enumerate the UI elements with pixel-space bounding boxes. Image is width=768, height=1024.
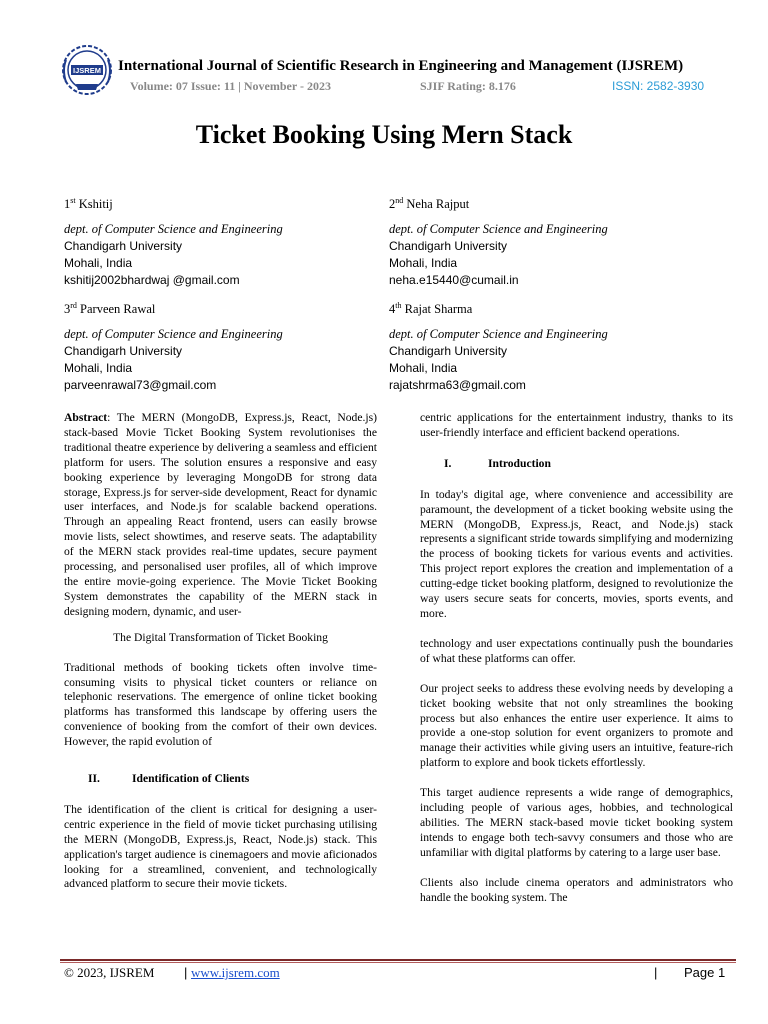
author-name: 1st Kshitij	[64, 196, 113, 212]
author-dept: dept. of Computer Science and Engineering	[389, 327, 608, 342]
abstract-label: Abstract	[64, 411, 108, 424]
footer-website-link[interactable]: www.ijsrem.com	[191, 965, 280, 980]
section-heading: II. Identification of Clients	[88, 772, 250, 786]
body-paragraph: centric applications for the entertainment industry, thanks to its user-friendly interface and efficient backend operations.	[420, 411, 733, 439]
paper-title: Ticket Booking Using Mern Stack	[195, 120, 573, 149]
author-name: 2nd Neha Rajput	[389, 196, 470, 212]
author-name: 4th Rajat Sharma	[389, 301, 473, 317]
body-paragraph: This target audience represents a wide range of demographics, including people of various ages, hobbies, and technological abilities. The MERN stack-based movie ticket booking system intends to engage both tech-savvy consumers and those who are unfamiliar with digital platforms by catering to a large user base.	[420, 786, 733, 859]
footer-separator: |	[184, 965, 188, 980]
author-university: Chandigarh University	[64, 344, 183, 359]
section-heading: I. Introduction	[444, 456, 551, 470]
author-university: Chandigarh University	[389, 344, 508, 359]
abstract-paragraph: Abstract: The MERN (MongoDB, Express.js, React, Node.js) stack-based Movie Ticket Booking System revolutionises the traditional theatre experience by delivering a seamless and efficient platform for users. The solution ensures a responsive and easy booking experience by leveraging MongoDB for strong data storage, Express.js for server-side development, React for dynamic user interfaces, and Node.js for scalable backend operations. Through an appealing React frontend, users can easily browse movie lists, select showtimes, and reserve seats. The adaptability of the MERN stack provides real-time updates, secure payment processing, and personalised user profiles, all of which improve the entire movie-going experience. The Movie Ticket Booking System demonstrates the capability of the MERN stack in designing modern, dynamic, and user-	[64, 411, 377, 618]
author-email: parveenrawal73@gmail.com	[64, 378, 217, 393]
footer-copyright: © 2023, IJSREM	[64, 965, 155, 980]
author-dept: dept. of Computer Science and Engineering	[64, 327, 283, 342]
author-university: Chandigarh University	[64, 239, 183, 254]
body-paragraph: In today's digital age, where convenience and accessibility are paramount, the development of a ticket booking website using the MERN (MongoDB, Express.js, React, and Node.js) stack represents a significant stride towards simplifying and modernizing the process of booking tickets for various events and activities. This project report explores the creation and implementation of a cutting-edge ticket booking platform, designed to revolutionize the way users secure seats for concerts, movies, sports events, and more.	[420, 487, 733, 620]
author-location: Mohali, India	[64, 361, 133, 376]
left-column	[64, 411, 377, 892]
journal-logo	[58, 40, 116, 102]
journal-volume: Volume: 07 Issue: 11 | November - 2023	[130, 79, 331, 93]
subsection-heading: The Digital Transformation of Ticket Booking	[113, 630, 328, 644]
author-dept: dept. of Computer Science and Engineering	[389, 222, 608, 237]
journal-name: International Journal of Scientific Research in Engineering and Management (IJSREM)	[118, 58, 684, 74]
author-email: rajatshrma63@gmail.com	[389, 378, 526, 393]
footer-rule-thin	[60, 962, 736, 963]
author-location: Mohali, India	[64, 256, 133, 271]
journal-sjif: SJIF Rating: 8.176	[420, 79, 516, 93]
right-column	[420, 411, 733, 905]
author-block	[389, 297, 709, 394]
author-email: neha.e15440@cumail.in	[389, 273, 519, 288]
author-university: Chandigarh University	[389, 239, 508, 254]
page-number: Page 1	[684, 965, 726, 980]
author-block	[64, 297, 384, 394]
author-block	[389, 192, 709, 289]
body-paragraph: Traditional methods of booking tickets often involve time-consuming visits to physical ticket counters or reliance on telephonic reservations. The emergence of online ticket booking platforms has transformed this landscape by offering users the convenience of booking from the comfort of their own devices. However, the rapid evolution of	[64, 660, 377, 749]
author-name: 3rd Parveen Rawal	[64, 301, 156, 317]
logo-text: IJSREM	[73, 66, 101, 75]
author-location: Mohali, India	[389, 256, 458, 271]
body-paragraph: technology and user expectations continually push the boundaries of what these platforms can offer.	[420, 636, 733, 665]
author-location: Mohali, India	[389, 361, 458, 376]
author-email: kshitij2002bhardwaj @gmail.com	[64, 273, 240, 288]
footer-rule	[60, 959, 736, 961]
journal-issn: ISSN: 2582-3930	[612, 79, 705, 93]
body-paragraph: Our project seeks to address these evolving needs by developing a ticket booking website that not only streamlines the booking process but also enhances the entire user experience. It aims to provide a one-stop solution for event organizers to promote and manage their activities while giving users an intuitive, feature-rich platform to explore and book tickets effortlessly.	[420, 681, 733, 770]
author-dept: dept. of Computer Science and Engineering	[64, 222, 283, 237]
footer-separator: |	[654, 965, 658, 980]
body-paragraph: Clients also include cinema operators and administrators who handle the booking system. The	[420, 875, 733, 904]
author-block	[64, 192, 384, 289]
body-paragraph: The identification of the client is critical for designing a user-centric experience in the field of movie ticket purchasing utilising the MERN (MongoDB, Express.js, React, Node.js) stack. This application's target audience is cinemagoers and movie aficionados looking for a streamlined, convenient, and technologically advanced platform to secure their movie tickets.	[64, 802, 377, 891]
